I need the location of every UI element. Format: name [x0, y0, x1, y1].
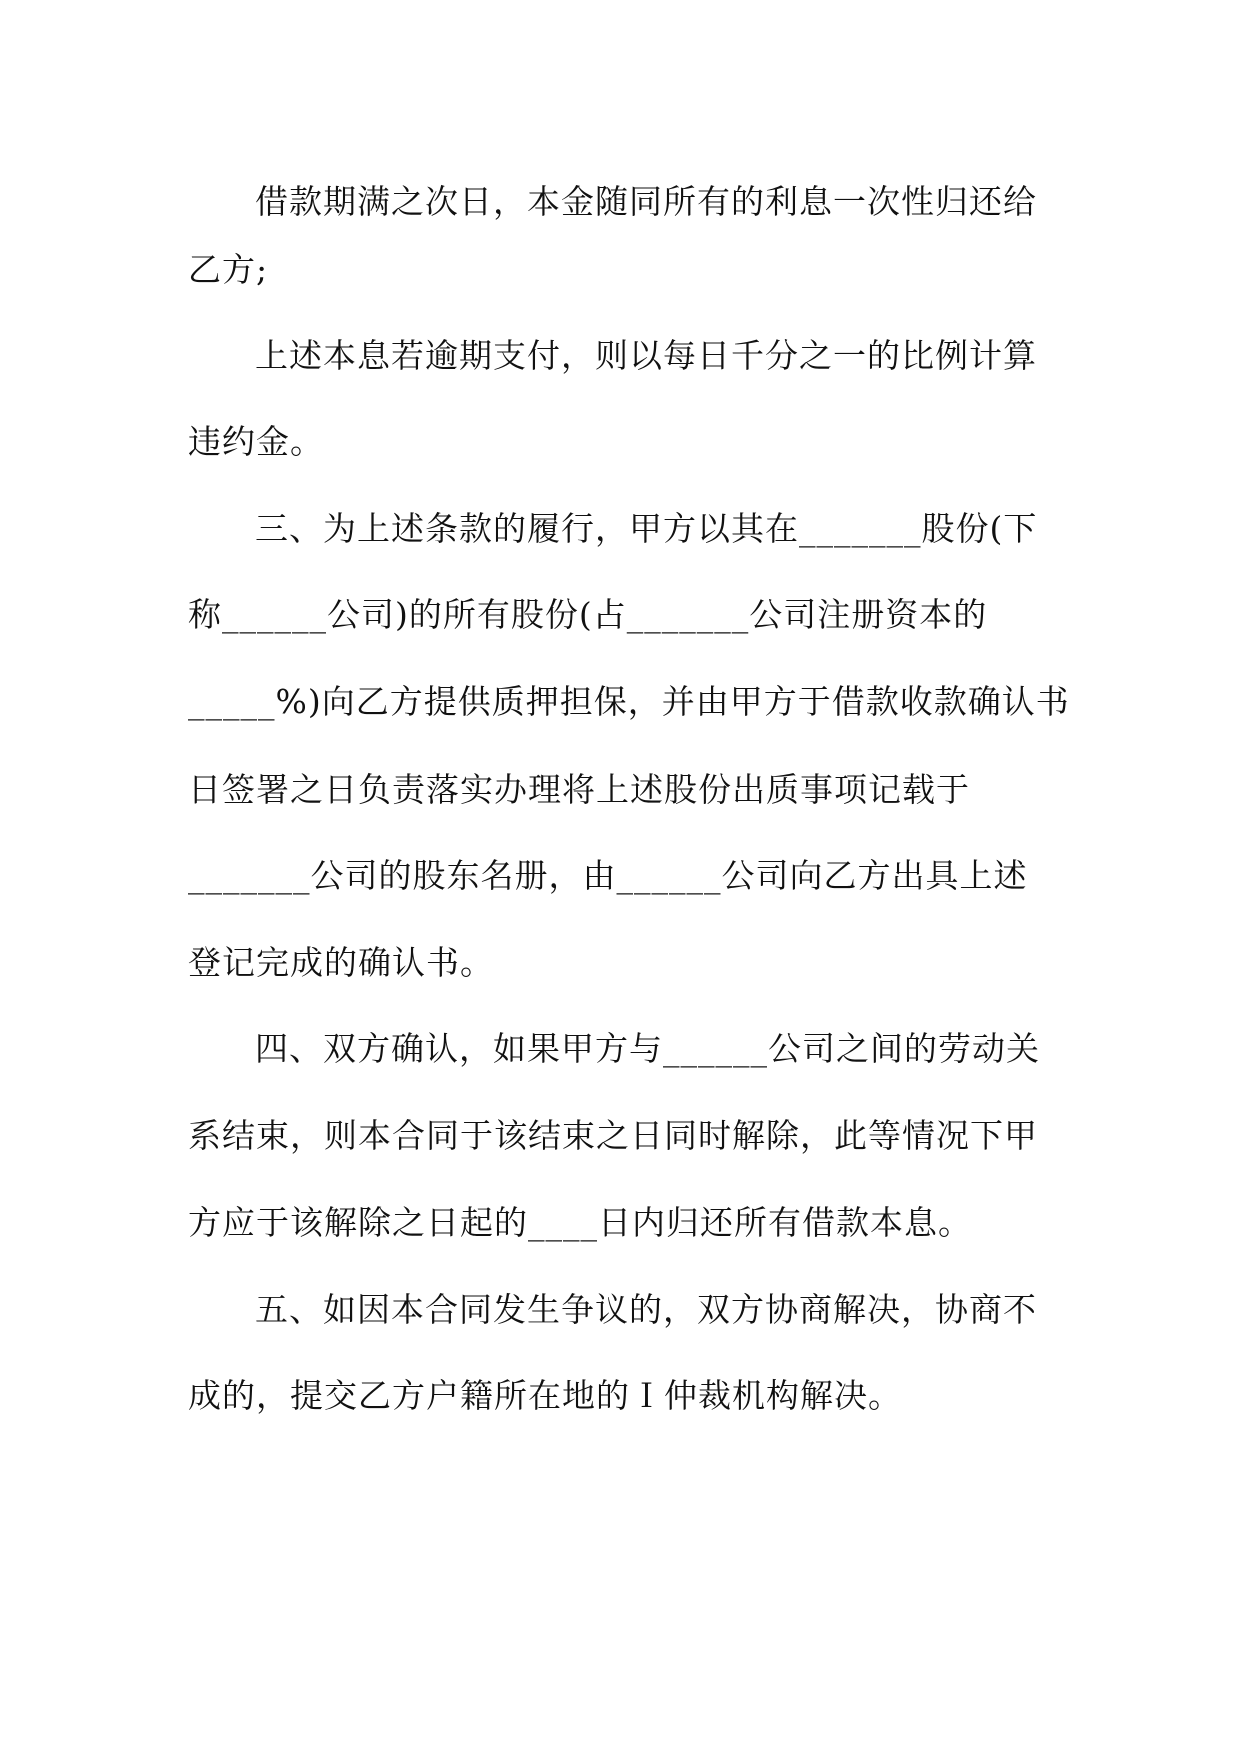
text-line-13: 方应于该解除之日起的____日内归还所有借款本息。	[188, 1203, 972, 1242]
text-line-15: 成的，提交乙方户籍所在地的Ｉ仲裁机构解决。	[188, 1376, 902, 1415]
text-line-4: 违约金。	[188, 422, 324, 461]
text-line-14: 五、如因本合同发生争议的，双方协商解决，协商不	[255, 1290, 1037, 1329]
text-line-7: _____%)向乙方提供质押担保，并由甲方于借款收款确认书	[188, 682, 1070, 721]
text-line-9: _______公司的股东名册，由______公司向乙方出具上述	[188, 856, 1028, 895]
text-line-3: 上述本息若逾期支付，则以每日千分之一的比例计算	[255, 336, 1037, 375]
text-line-2: 乙方;	[188, 250, 269, 289]
text-line-12: 系结束，则本合同于该结束之日同时解除，此等情况下甲	[188, 1116, 1038, 1155]
text-line-10: 登记完成的确认书。	[188, 943, 494, 982]
text-line-11: 四、双方确认，如果甲方与______公司之间的劳动关	[255, 1029, 1040, 1068]
text-line-5: 三、为上述条款的履行，甲方以其在_______股份(下	[255, 509, 1038, 548]
text-line-8: 日签署之日负责落实办理将上述股份出质事项记载于	[188, 770, 970, 809]
text-line-1: 借款期满之次日，本金随同所有的利息一次性归还给	[255, 182, 1037, 221]
text-line-6: 称______公司)的所有股份(占_______公司注册资本的	[188, 595, 988, 634]
